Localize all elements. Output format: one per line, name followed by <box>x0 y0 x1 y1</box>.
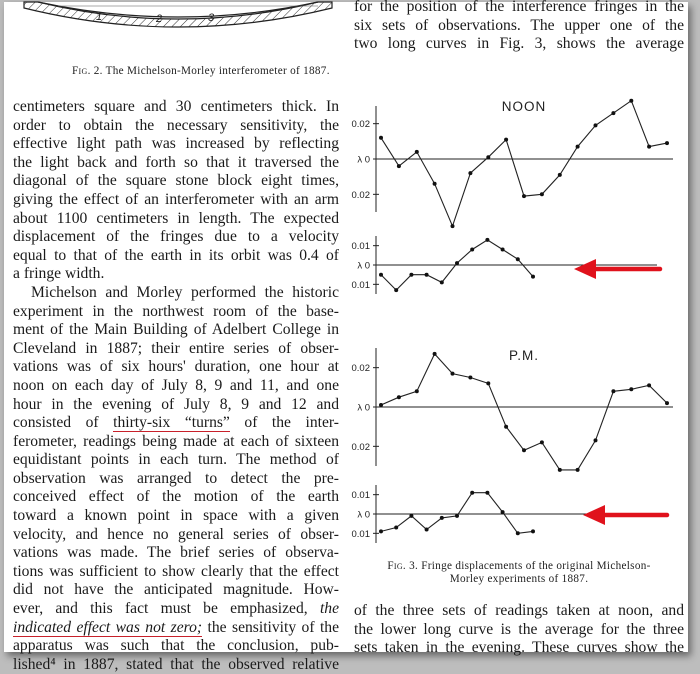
underlined-thirty-six-turns: thirty-six “turns” <box>113 414 230 432</box>
y-tick-label: 0.01 <box>351 490 370 502</box>
series-line <box>381 354 667 470</box>
text-line-emphasized <box>13 600 339 619</box>
series-line <box>381 101 667 226</box>
text-line: noon on each day of July 8, 9 and 11, and one <box>13 376 339 394</box>
right-column-top-text <box>354 0 684 54</box>
text-line: the lower long curve is the average for the three <box>354 620 684 638</box>
turns-pre: consisted of <box>13 414 114 432</box>
data-point <box>647 383 651 387</box>
data-point <box>451 224 455 228</box>
text-line: conceived effect of the motion of the earth <box>13 488 339 506</box>
text-line: two long curves in Fig. 3, shows the average <box>354 35 684 53</box>
y-tick-label: λ 0 <box>357 402 370 414</box>
data-point <box>594 123 598 127</box>
data-point <box>647 145 651 149</box>
text-line: vations was of six hours' duration, one hour at <box>13 358 339 376</box>
data-point <box>501 510 505 514</box>
text-line: of the three sets of readings taken at noon, and <box>354 602 684 619</box>
data-point <box>425 528 429 532</box>
y-tick-label: 0.02 <box>351 189 370 201</box>
document-page <box>4 0 688 673</box>
y-tick-label: 0.02 <box>351 441 370 453</box>
text-line: tions was sufficient to show clearly that the effect <box>13 562 339 580</box>
fig3-caption-line-1 <box>356 560 682 573</box>
data-point <box>394 526 398 530</box>
left-column-text <box>13 98 339 674</box>
data-point <box>451 372 455 376</box>
data-point <box>379 529 383 533</box>
data-point <box>504 425 508 429</box>
red-arrow-icon <box>572 256 664 282</box>
text-line: diagonal of the square stone block eight times, <box>13 172 339 190</box>
y-tick-label: 0.01 <box>351 528 370 540</box>
data-point <box>486 381 490 385</box>
red-arrow-icon <box>581 502 671 528</box>
data-point <box>629 99 633 103</box>
drawing-label-1: 1 <box>96 11 103 23</box>
emph-italic: the <box>319 600 339 618</box>
text-line: equal to that of the earth in its orbit was 0.4 of <box>13 246 339 264</box>
data-point <box>455 261 459 265</box>
right-column-bottom-text <box>354 602 684 658</box>
text-line: for the position of the interference fringes in the <box>354 0 684 15</box>
text-line: about 1100 centimeters in length. The expected <box>13 209 339 227</box>
text-line: velocity, and hence no general series of obser- <box>13 525 339 543</box>
y-tick-label: 0.01 <box>351 241 370 253</box>
text-line: order to obtain the necessary sensitivity, the <box>13 116 339 134</box>
text-line: a fringe width. <box>13 265 105 283</box>
panel-title: NOON <box>501 99 547 114</box>
data-point <box>409 273 413 277</box>
data-point <box>433 182 437 186</box>
text-line: hour in the evening of July 8, 9 and 12 and <box>13 395 339 413</box>
text-line-turns <box>13 414 339 433</box>
text-line: effective light path was increased by reflecting <box>13 135 339 153</box>
text-line: sets taken in the evening. These curves show the <box>354 639 684 657</box>
data-point <box>540 192 544 196</box>
text-line: ment of the Main Building of Adelbert College in <box>13 321 339 339</box>
text-line: equidistant points in each turn. The method of <box>13 451 339 469</box>
fig3-caption-prefix: Fig. 3. <box>387 560 419 572</box>
data-point <box>440 280 444 284</box>
text-line: giving the effect of an interferometer with an arm <box>13 190 339 208</box>
fig3-caption <box>356 560 682 586</box>
y-tick-label: 0.01 <box>351 279 370 291</box>
turns-post: of the inter- <box>229 414 339 432</box>
data-point <box>558 468 562 472</box>
data-point <box>468 376 472 380</box>
y-tick-label: λ 0 <box>357 154 370 166</box>
data-point <box>425 273 429 277</box>
data-point <box>440 516 444 520</box>
text-line-effect <box>13 619 339 638</box>
data-point <box>379 273 383 277</box>
data-point <box>516 531 520 535</box>
text-line: Michelson and Morley performed the historic <box>31 283 339 301</box>
fig3-caption-text-1: Fringe displacements of the original Michelson- <box>421 560 651 572</box>
series-line <box>381 493 533 534</box>
data-point <box>415 389 419 393</box>
text-line: the light back and forth so that it traversed the <box>13 153 339 171</box>
data-point <box>594 438 598 442</box>
emph-pre: ever, and this fact must be emphasized, <box>13 600 320 618</box>
text-line: six sets of observations. The upper one of the <box>354 16 684 34</box>
y-tick-label: 0.02 <box>351 119 370 131</box>
data-point <box>522 194 526 198</box>
text-line: lished⁴ in 1887, stated that the observed relative <box>13 655 339 673</box>
fig2-caption-text: The Michelson-Morley interferometer of 1887. <box>105 65 330 77</box>
text-line: apparatus was such that the conclusion, pub- <box>13 637 339 655</box>
text-line: Cleveland in 1887; their entire series of obser- <box>13 339 339 357</box>
data-point <box>394 288 398 292</box>
fig3-fringe-chart <box>349 82 684 552</box>
text-line: ferometer, readings being made at each of sixteen <box>13 432 339 450</box>
data-point <box>397 164 401 168</box>
data-point <box>611 111 615 115</box>
text-line: displacement of the fringes due to a velocity <box>13 228 339 246</box>
data-point <box>516 257 520 261</box>
text-line: did not have the anticipated magnitude. How- <box>13 581 339 599</box>
data-point <box>485 491 489 495</box>
data-point <box>611 389 615 393</box>
data-point <box>486 155 490 159</box>
data-point <box>504 138 508 142</box>
data-point <box>470 491 474 495</box>
fig3-caption-line-2: Morley experiments of 1887. <box>449 573 589 585</box>
data-point <box>455 514 459 518</box>
fig2-caption-prefix: Fig. 2. <box>72 65 103 77</box>
underlined-effect-not-zero: indicated effect was not zero; <box>13 618 203 636</box>
data-point <box>397 395 401 399</box>
text-line: observation was arranged to detect the pre- <box>13 469 339 487</box>
data-point <box>485 238 489 242</box>
text-line: vations was made. The brief series of observa- <box>13 544 339 562</box>
data-point <box>409 514 413 518</box>
data-point <box>470 248 474 252</box>
fig2-caption <box>72 65 330 77</box>
y-tick-label: λ 0 <box>357 260 370 272</box>
data-point <box>576 145 580 149</box>
drawing-label-3: 3 <box>208 12 215 24</box>
y-tick-label: 0.02 <box>351 363 370 375</box>
data-point <box>433 352 437 356</box>
data-point <box>629 387 633 391</box>
data-point <box>540 440 544 444</box>
text-line: experiment in the northwest room of the base- <box>13 302 339 320</box>
data-point <box>501 248 505 252</box>
data-point <box>558 173 562 177</box>
interferometer-drawing <box>18 2 338 42</box>
text-line: centimeters square and 30 centimeters thick. In <box>13 98 339 115</box>
y-tick-label: λ 0 <box>357 509 370 521</box>
data-point <box>379 403 383 407</box>
data-point <box>665 141 669 145</box>
drawing-label-2: 2 <box>156 13 163 25</box>
data-point <box>468 171 472 175</box>
panel-title: P.M. <box>508 348 540 363</box>
data-point <box>379 136 383 140</box>
data-point <box>531 529 535 533</box>
data-point <box>531 275 535 279</box>
data-point <box>665 401 669 405</box>
data-point <box>522 448 526 452</box>
data-point <box>415 150 419 154</box>
effect-post: the sensitivity of the <box>202 618 339 636</box>
text-line: toward a known point in space with a given <box>13 507 339 525</box>
data-point <box>576 468 580 472</box>
